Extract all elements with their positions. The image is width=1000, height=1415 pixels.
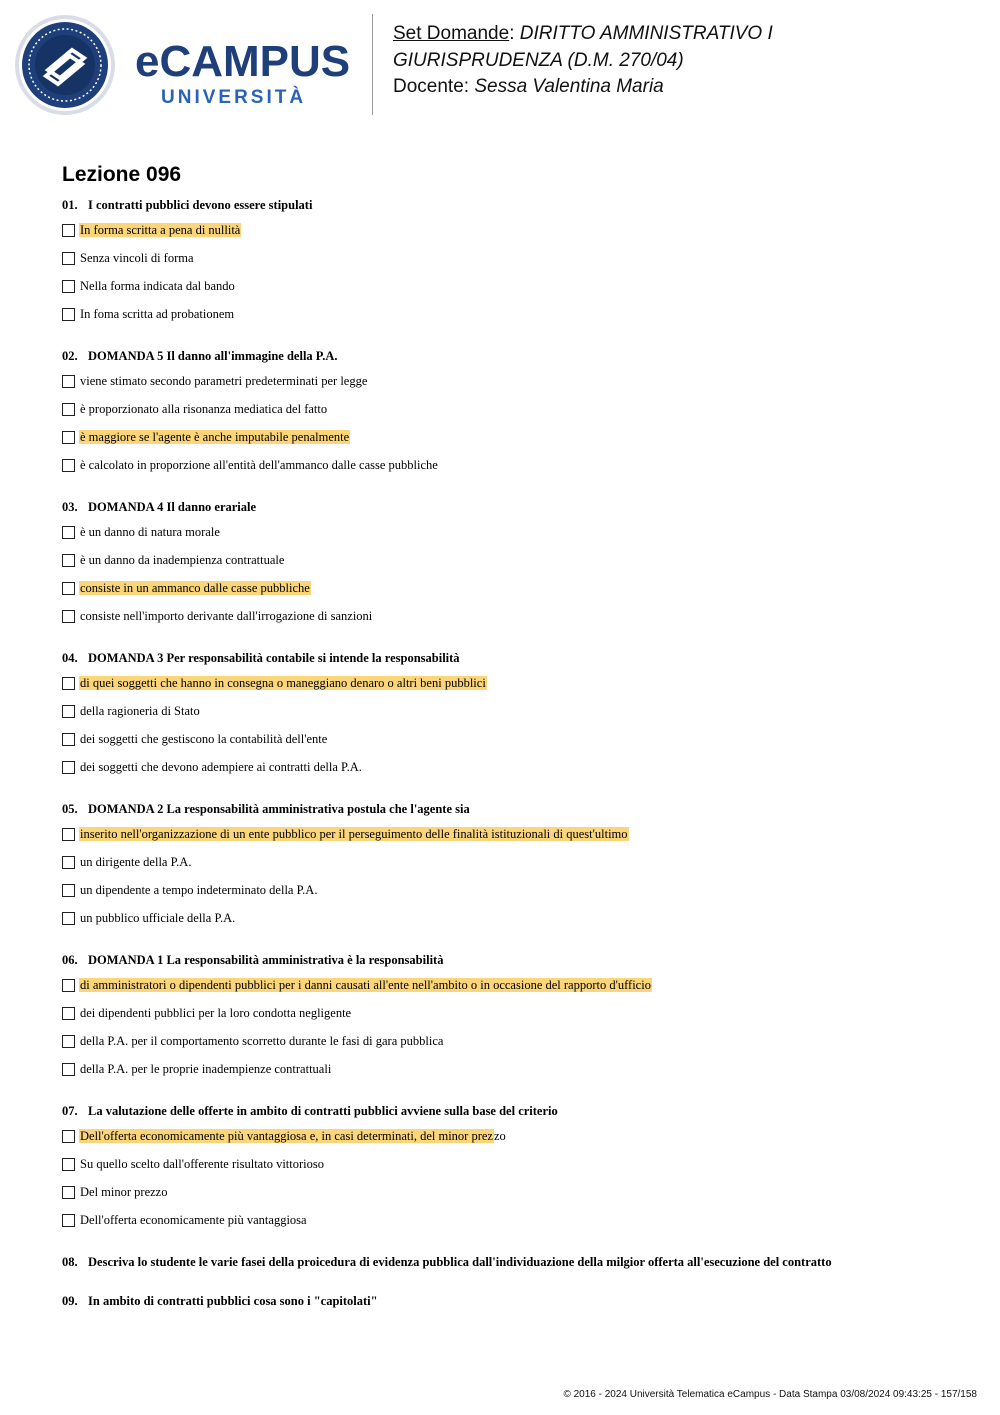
checkbox[interactable] (62, 856, 75, 869)
answer-text-correct (79, 222, 241, 238)
answer-text: Dell'offerta economicamente più vantaggiosa (80, 1213, 307, 1227)
answer-text: è calcolato in proporzione all'entità dell'ammanco dalle casse pubbliche (80, 458, 438, 472)
checkbox[interactable] (62, 582, 75, 595)
answer-text-correct (79, 1128, 507, 1144)
answer-option[interactable] (62, 401, 962, 429)
question-number: 05. (62, 802, 78, 816)
question-number: 01. (62, 198, 78, 212)
answer-text-correct (79, 580, 311, 596)
teacher-line: Docente: Sessa Valentina Maria (393, 76, 664, 97)
highlighted-answer: Dell'offerta economicamente più vantaggiosa e, in casi determinati, del minor prez (80, 1129, 493, 1143)
question-number: 09. (62, 1294, 78, 1308)
answer-text: In foma scritta ad probationem (80, 307, 235, 321)
question-stem: In ambito di contratti pubblici cosa sono i "capitolati" (88, 1294, 378, 1308)
teacher-label: Docente (393, 76, 464, 97)
answer-option[interactable] (62, 1184, 962, 1212)
answer-text: è proporzionato alla risonanza mediatica del fatto (80, 402, 328, 416)
set-label: Set Domande (393, 23, 510, 44)
question-spacer (62, 938, 962, 951)
question-number: 04. (62, 651, 78, 665)
question-text (62, 1253, 962, 1271)
question-text (62, 498, 962, 516)
footer-text: © 2016 - 2024 Università Telematica eCampus - Data Stampa 03/08/2024 09:43:25 - 157/158 (563, 1389, 977, 1400)
answer-option[interactable] (62, 222, 962, 250)
answer-option[interactable] (62, 1061, 962, 1089)
question-number: 06. (62, 953, 78, 967)
answer-option[interactable] (62, 1212, 962, 1240)
question-6 (62, 951, 962, 1102)
answer-text: dei soggetti che gestiscono la contabilità dell'ente (80, 732, 328, 746)
checkbox[interactable] (62, 828, 75, 841)
checkbox[interactable] (62, 1130, 75, 1143)
answer-text: Nella forma indicata dal bando (80, 279, 235, 293)
answer-text: dei soggetti che devono adempiere ai contratti della P.A. (80, 760, 362, 774)
set-info (393, 21, 983, 101)
question-spacer (62, 1089, 962, 1102)
highlighted-answer: di amministratori o dipendenti pubblici per i danni causati all'ente nell'ambito o in occasione del rapporto d'ufficio (80, 978, 651, 992)
answer-option[interactable] (62, 675, 962, 703)
highlighted-answer: In forma scritta a pena di nullità (80, 223, 241, 237)
question-spacer (62, 1310, 962, 1331)
answer-text: è un danno da inadempienza contrattuale (80, 553, 285, 567)
question-text (62, 196, 962, 214)
answer-option[interactable] (62, 977, 962, 1005)
answer-option[interactable] (62, 278, 962, 306)
answer-option[interactable] (62, 250, 962, 278)
question-stem: La valutazione delle offerte in ambito di contratti pubblici avviene sulla base del criterio (88, 1104, 558, 1118)
checkbox[interactable] (62, 610, 75, 623)
answer-option[interactable] (62, 759, 962, 787)
question-3 (62, 498, 962, 649)
question-stem: I contratti pubblici devono essere stipulati (88, 198, 313, 212)
question-stem: Descriva lo studente le varie fasei della proicedura di evidenza pubblica dall'individuazione della milgior offerta all'esecuzione del contratto (88, 1255, 832, 1269)
answer-options (62, 373, 962, 485)
answer-option[interactable] (62, 457, 962, 485)
answer-text: un pubblico ufficiale della P.A. (80, 911, 236, 925)
checkbox[interactable] (62, 308, 75, 321)
answer-option[interactable] (62, 580, 962, 608)
question-text (62, 800, 962, 818)
answer-options (62, 675, 962, 787)
checkbox[interactable] (62, 1214, 75, 1227)
answer-text: è un danno di natura morale (80, 525, 220, 539)
question-number: 02. (62, 349, 78, 363)
question-stem: DOMANDA 4 Il danno erariale (88, 500, 257, 514)
question-spacer (62, 1240, 962, 1253)
answer-option[interactable] (62, 524, 962, 552)
question-list (62, 196, 962, 1331)
question-spacer (62, 334, 962, 347)
answer-text-correct (79, 429, 350, 445)
question-text (62, 347, 962, 365)
question-number: 08. (62, 1255, 78, 1269)
set-line: Set Domande: DIRITTO AMMINISTRATIVO I (393, 23, 773, 44)
answer-text-correct (79, 826, 629, 842)
answer-text: un dirigente della P.A. (80, 855, 192, 869)
checkbox[interactable] (62, 526, 75, 539)
checkbox[interactable] (62, 884, 75, 897)
checkbox[interactable] (62, 733, 75, 746)
checkbox[interactable] (62, 1007, 75, 1020)
question-4 (62, 649, 962, 800)
checkbox[interactable] (62, 252, 75, 265)
set-value-line1: DIRITTO AMMINISTRATIVO I (519, 23, 773, 44)
checkbox[interactable] (62, 979, 75, 992)
checkbox[interactable] (62, 912, 75, 925)
checkbox[interactable] (62, 677, 75, 690)
question-spacer (62, 787, 962, 800)
answer-text-correct (79, 675, 487, 691)
highlighted-answer: di quei soggetti che hanno in consegna o maneggiano denaro o altri beni pubblici (80, 676, 486, 690)
answer-option[interactable] (62, 910, 962, 938)
answer-options (62, 977, 962, 1089)
question-2 (62, 347, 962, 498)
checkbox[interactable] (62, 705, 75, 718)
checkbox[interactable] (62, 403, 75, 416)
answer-text: un dipendente a tempo indeterminato della P.A. (80, 883, 318, 897)
checkbox[interactable] (62, 761, 75, 774)
answer-options (62, 222, 962, 334)
highlighted-answer: consiste in un ammanco dalle casse pubbliche (80, 581, 310, 595)
answer-text: Senza vincoli di forma (80, 251, 194, 265)
question-spacer (62, 1271, 962, 1292)
logo-subtitle: UNIVERSITÀ (161, 87, 307, 108)
answer-text: della P.A. per il comportamento scorretto durante le fasi di gara pubblica (80, 1034, 444, 1048)
checkbox[interactable] (62, 1186, 75, 1199)
question-9 (62, 1292, 962, 1331)
answer-option[interactable] (62, 703, 962, 731)
answer-option[interactable] (62, 1005, 962, 1033)
question-spacer (62, 485, 962, 498)
answer-text-remainder: zo (493, 1129, 506, 1143)
answer-option[interactable] (62, 429, 962, 457)
answer-text: consiste nell'importo derivante dall'irrogazione di sanzioni (80, 609, 373, 623)
answer-option[interactable] (62, 306, 962, 334)
answer-text: viene stimato secondo parametri predeterminati per legge (80, 374, 368, 388)
question-spacer (62, 636, 962, 649)
teacher-name: Sessa Valentina Maria (474, 76, 664, 97)
answer-option[interactable] (62, 1156, 962, 1184)
checkbox[interactable] (62, 554, 75, 567)
question-stem: DOMANDA 1 La responsabilità amministrativa è la responsabilità (88, 953, 444, 967)
checkbox[interactable] (62, 375, 75, 388)
highlighted-answer: è maggiore se l'agente è anche imputabile penalmente (80, 430, 350, 444)
answer-options (62, 826, 962, 938)
answer-text: della ragioneria di Stato (80, 704, 200, 718)
question-text (62, 951, 962, 969)
question-stem: DOMANDA 5 Il danno all'immagine della P.A. (88, 349, 338, 363)
question-1 (62, 196, 962, 347)
question-number: 03. (62, 500, 78, 514)
checkbox[interactable] (62, 1158, 75, 1171)
set-value-line2: GIURISPRUDENZA (D.M. 270/04) (393, 49, 684, 71)
answer-option[interactable] (62, 731, 962, 759)
question-7 (62, 1102, 962, 1253)
answer-option[interactable] (62, 552, 962, 580)
answer-option[interactable] (62, 373, 962, 401)
checkbox[interactable] (62, 459, 75, 472)
answer-option[interactable] (62, 608, 962, 636)
question-number: 07. (62, 1104, 78, 1118)
checkbox[interactable] (62, 280, 75, 293)
university-seal-icon (14, 14, 116, 116)
checkbox[interactable] (62, 431, 75, 444)
question-8 (62, 1253, 962, 1292)
answer-options (62, 1128, 962, 1240)
question-text (62, 1292, 962, 1310)
checkbox[interactable] (62, 1035, 75, 1048)
answer-option[interactable] (62, 1033, 962, 1061)
question-text (62, 649, 962, 667)
checkbox[interactable] (62, 1063, 75, 1076)
answer-text-correct (79, 977, 652, 993)
answer-option[interactable] (62, 826, 962, 854)
set-line-2 (393, 48, 983, 75)
answer-text: Su quello scelto dall'offerente risultato vittorioso (80, 1157, 324, 1171)
question-stem: DOMANDA 3 Per responsabilità contabile si intende la responsabilità (88, 651, 460, 665)
question-stem: DOMANDA 2 La responsabilità amministrativa postula che l'agente sia (88, 802, 470, 816)
answer-option[interactable] (62, 854, 962, 882)
page-header (0, 0, 1000, 130)
question-5 (62, 800, 962, 951)
answer-text: dei dipendenti pubblici per la loro condotta negligente (80, 1006, 352, 1020)
answer-text: Del minor prezzo (80, 1185, 168, 1199)
highlighted-answer: inserito nell'organizzazione di un ente pubblico per il perseguimento delle finalità istituzionali di quest'ultimo (80, 827, 628, 841)
lesson-title: Lezione 096 (62, 163, 182, 186)
answer-options (62, 524, 962, 636)
checkbox[interactable] (62, 224, 75, 237)
answer-option[interactable] (62, 1128, 962, 1156)
question-text (62, 1102, 962, 1120)
header-divider (372, 14, 373, 115)
answer-option[interactable] (62, 882, 962, 910)
logo-wordmark: eCAMPUS (135, 37, 351, 86)
answer-text: della P.A. per le proprie inadempienze contrattuali (80, 1062, 332, 1076)
